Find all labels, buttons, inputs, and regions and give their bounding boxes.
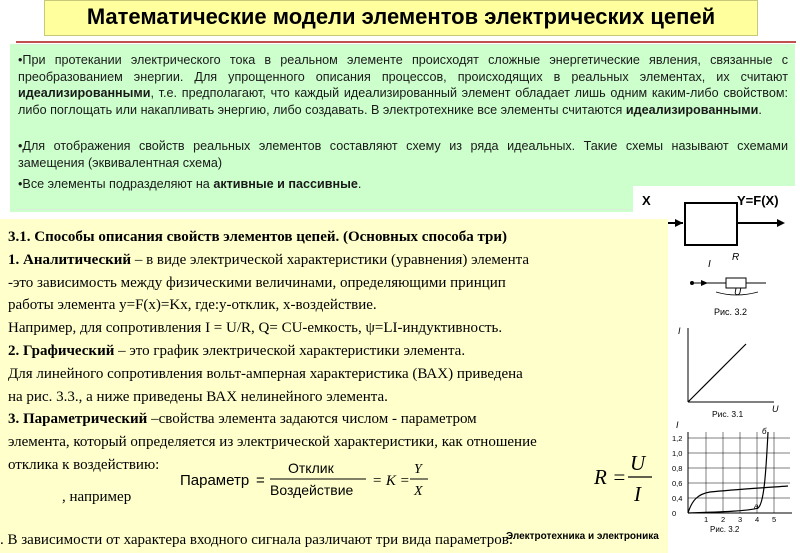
formula-y: Y [414,462,422,477]
linear-vac-figure [678,322,788,420]
linear-caption: Рис. 3.1 [712,409,744,419]
schematic-label-r: R [732,252,740,263]
parameter-formula [176,456,436,504]
method-1-example: Например, для сопротивления I = U/R, Q= CU-емкость, ψ=LI-индуктивность. [8,320,503,337]
formula-eq-1: = [256,472,265,489]
block-box [685,203,737,245]
method-3-title: 3. Параметрический [8,411,148,428]
block-output-label: Y=F(X) [737,193,779,208]
nonlinear-ytick-6: 0 [672,509,677,518]
intro-paragraph-3: •Все элементы подразделяют на активные и пассивные. [18,177,362,191]
formula-x: X [414,484,423,499]
nonlinear-curve-b [688,432,768,513]
block-input-label: X [642,193,651,208]
nonlinear-ytick-3: 0,8 [672,464,683,473]
nonlinear-axis-i: I [676,420,679,430]
title-divider [16,41,796,43]
method-3-line-2: элемента, который определяется из электрической характеристики, как отношение [8,434,537,451]
schematic-label-u: U [734,287,742,298]
schematic-current-arrow [701,280,708,286]
method-2-line-3: на рис. 3.3., а ниже приведены ВАХ нелинейного элемента. [8,388,388,405]
nonlinear-xtick-2: 2 [721,515,726,524]
nonlinear-grid [688,432,790,513]
nonlinear-ytick-1: 1,2 [672,434,683,443]
intro-p1-bold-1: идеализированными [18,86,151,100]
r-eq-numerator: U [630,451,646,475]
nonlinear-curve-a [688,486,788,513]
method-1-line-3: работы элемента y=F(x)=Kx, где:y-отклик, x-воздействие. [8,297,377,314]
intro-p1-mid: , т.е. предполагают, что каждый идеализированный элемент обладает лишь одним каким-либо свойством: либо поглощать или накапливать энергию, либо создавать. В электротехнике все элементы считаются [18,86,788,117]
nonlinear-xtick-5: 5 [772,515,777,524]
footer-text: . В зависимости от характера входного сигнала различают три вида параметров: [0,532,513,548]
intro-p1-end: . [758,102,762,117]
linear-vac-line [688,344,746,402]
intro-paragraph-2: •Для отображения свойств реальных элементов составляют схему из ряда идеальных. Такие схемы называют схемами замещения (эквивалентная схема) [18,139,788,170]
linear-axis-u: U [772,404,779,414]
r-eq-lhs: R = [594,465,627,489]
nonlinear-ytick-5: 0,4 [672,494,683,503]
formula-parameter: Параметр [180,472,250,489]
intro-p3-end: . [357,177,362,191]
schematic-caption: Рис. 3.2 [714,307,748,317]
intro-p3-bold: активные и пассивные [213,177,358,191]
nonlinear-xtick-4: 4 [755,515,760,524]
intro-p1-text: При протекании электрического тока в реальном элементе происходят сложные энергетические явления, связанные с преобразованием энергии. Для упрощенного описания процессов, происходящих в реальных элементах, их считают [18,53,788,84]
nonlinear-xtick-1: 1 [704,515,709,524]
method-3-desc: –свойства элемента задаются числом - параметром [147,411,477,428]
schematic-terminal-left [690,281,694,285]
course-label: Электротехника и электроника [506,531,659,542]
formula-numerator: Отклик [288,460,334,476]
intro-p3-text: Все элементы подразделяют на [22,177,214,191]
for-example-text: , например [62,489,132,505]
method-2-line-2: Для линейного сопротивления вольт-амперная характеристика (ВАХ) приведена [8,365,523,382]
resistor-schematic [686,248,776,320]
r-eq-denominator: I [634,482,641,506]
method-3-line-3: отклика к воздействию: [8,456,160,473]
method-1-desc: – в виде электрической характеристики (уравнения) элемента [131,251,530,268]
intro-paragraph-1: •При протекании электрического тока в реальном элементе происходят сложные энергетические явления, связанные с преобразованием энергии. Для упрощенного описания процессов, происходящих в реальных элементах, их считают идеализированными, т.е. предполагают, что каждый идеализированный элемент обладает лишь одним каким-либо свойством: либо поглощать или накапливать энергию, либо создавать. В электротехнике все элементы считаются идеализированными. [18,53,788,117]
method-2-line-1 [8,340,668,363]
linear-axis-i: I [678,326,681,336]
formula-k: = K = [372,473,410,489]
nonlinear-caption: Рис. 3.2 [710,525,740,534]
resistance-formula [592,450,662,508]
nonlinear-label-a: а [754,502,759,511]
method-1-title: 1. Аналитический [8,251,132,268]
slide-title-bar [44,0,758,36]
intro-p1-bold-2: идеализированными [625,102,759,117]
nonlinear-xtick-3: 3 [738,515,743,524]
method-3-line-1 [8,408,668,431]
nonlinear-ytick-2: 1,0 [672,449,683,458]
formula-denominator: Воздействие [270,482,354,498]
method-1-line-1 [8,249,668,272]
methods-text [8,226,668,477]
schematic-label-i: I [708,259,711,270]
slide-title: Математические модели элементов электрических цепей [86,4,716,29]
nonlinear-ytick-4: 0,6 [672,479,683,488]
method-1-line-2: -это зависимость между физическими величинами, определяющими принцип [8,274,506,291]
intro-p2-text: Для отображения свойств реальных элементов составляют схему из ряда идеальных. Такие схемы называют схемами замещения (эквивалентная схема) [18,139,788,170]
method-2-title: 2. Графический [8,342,115,359]
nonlinear-label-b: б [762,427,767,436]
method-2-desc: – это график электрической характеристики элемента. [114,342,466,359]
methods-heading: 3.1. Способы описания свойств элементов цепей. (Основных способа три) [8,229,508,245]
nonlinear-vac-figure [670,412,794,536]
